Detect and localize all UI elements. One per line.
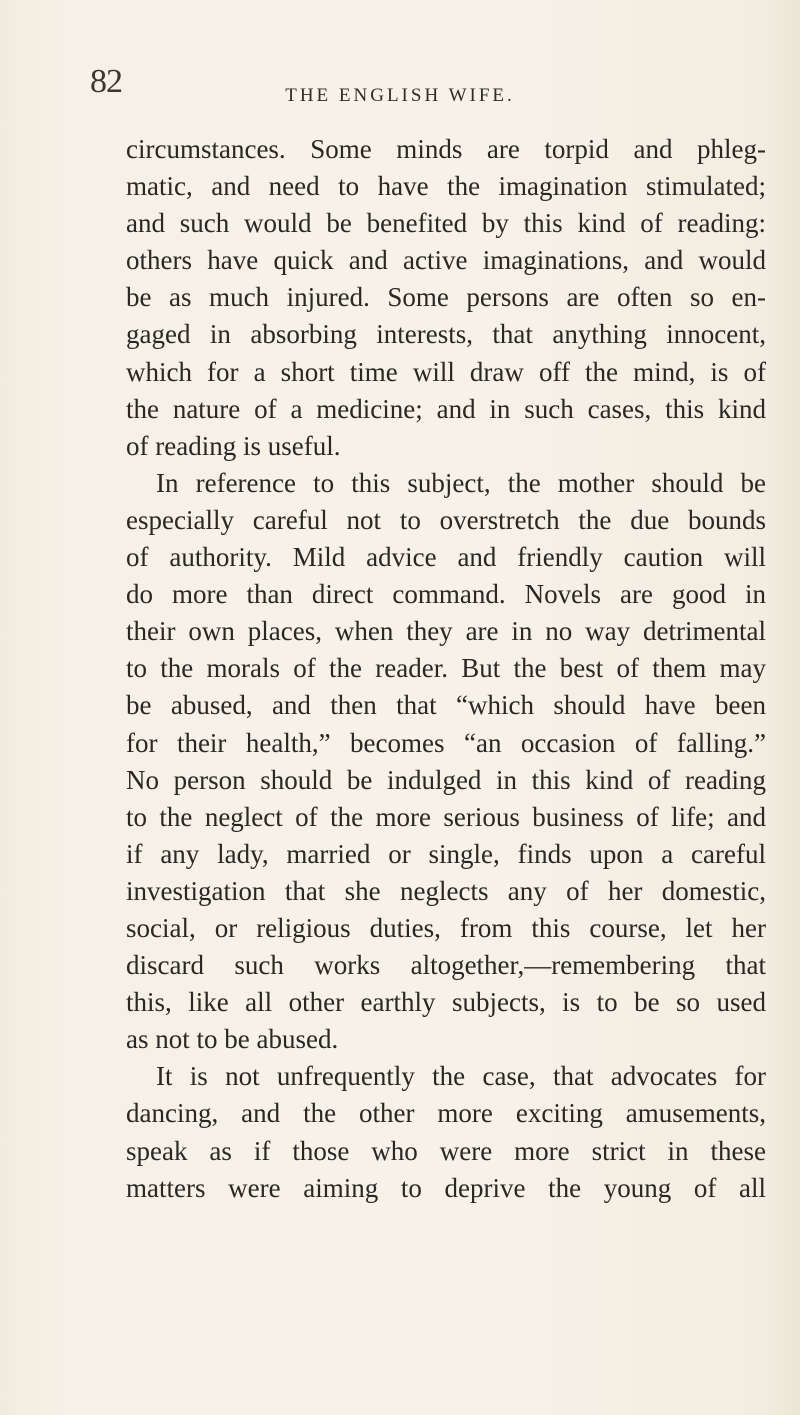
text-line: gaged in absorbing interests, that anything innocent,	[126, 319, 766, 350]
text-line: to the neglect of the more serious business of life; and	[126, 801, 766, 832]
text-line: discard such works altogether,—remembering that	[126, 950, 766, 981]
text-line: of authority. Mild advice and friendly caution will	[126, 542, 766, 573]
running-head: THE ENGLISH WIFE.	[285, 85, 515, 106]
text-line: matic, and need to have the imagination stimulated;	[126, 171, 766, 202]
text-line: No person should be indulged in this kind of reading	[126, 764, 766, 795]
text-line: matters were aiming to deprive the young of all	[126, 1172, 766, 1203]
text-line: for their health,” becomes “an occasion of falling.”	[126, 727, 766, 758]
text-line: and such would be benefited by this kind of reading:	[126, 208, 766, 239]
body-text	[126, 131, 766, 1207]
text-line: social, or religious duties, from this course, let her	[126, 912, 766, 943]
text-line: circumstances. Some minds are torpid and phleg-	[126, 134, 766, 164]
text-line: if any lady, married or single, finds upon a careful	[126, 838, 766, 869]
text-line: which for a short time will draw off the mind, is of	[126, 356, 766, 387]
text-line: others have quick and active imaginations, and would	[126, 245, 766, 276]
text-line: investigation that she neglects any of her domestic,	[126, 875, 766, 906]
text-line: as not to be abused.	[126, 1024, 339, 1055]
text-line: dancing, and the other more exciting amusements,	[126, 1098, 766, 1129]
text-line: It is not unfrequently the case, that advocates for	[156, 1061, 766, 1092]
text-line: speak as if those who were more strict in these	[126, 1135, 766, 1166]
text-line: be abused, and then that “which should have been	[126, 690, 766, 721]
text-line: do more than direct command. Novels are good in	[126, 579, 766, 610]
text-line: be as much injured. Some persons are often so en-	[126, 282, 766, 313]
text-line: especially careful not to overstretch the due bounds	[126, 504, 766, 535]
text-line: of reading is useful.	[126, 430, 341, 461]
text-line: the nature of a medicine; and in such cases, this kind	[126, 393, 766, 424]
text-line: In reference to this subject, the mother should be	[156, 467, 766, 498]
text-line: this, like all other earthly subjects, is to be so used	[126, 987, 766, 1018]
text-line: to the morals of the reader. But the best of them may	[126, 653, 766, 684]
text-line: their own places, when they are in no way detrimental	[126, 616, 766, 647]
page-number: 82	[90, 63, 122, 100]
